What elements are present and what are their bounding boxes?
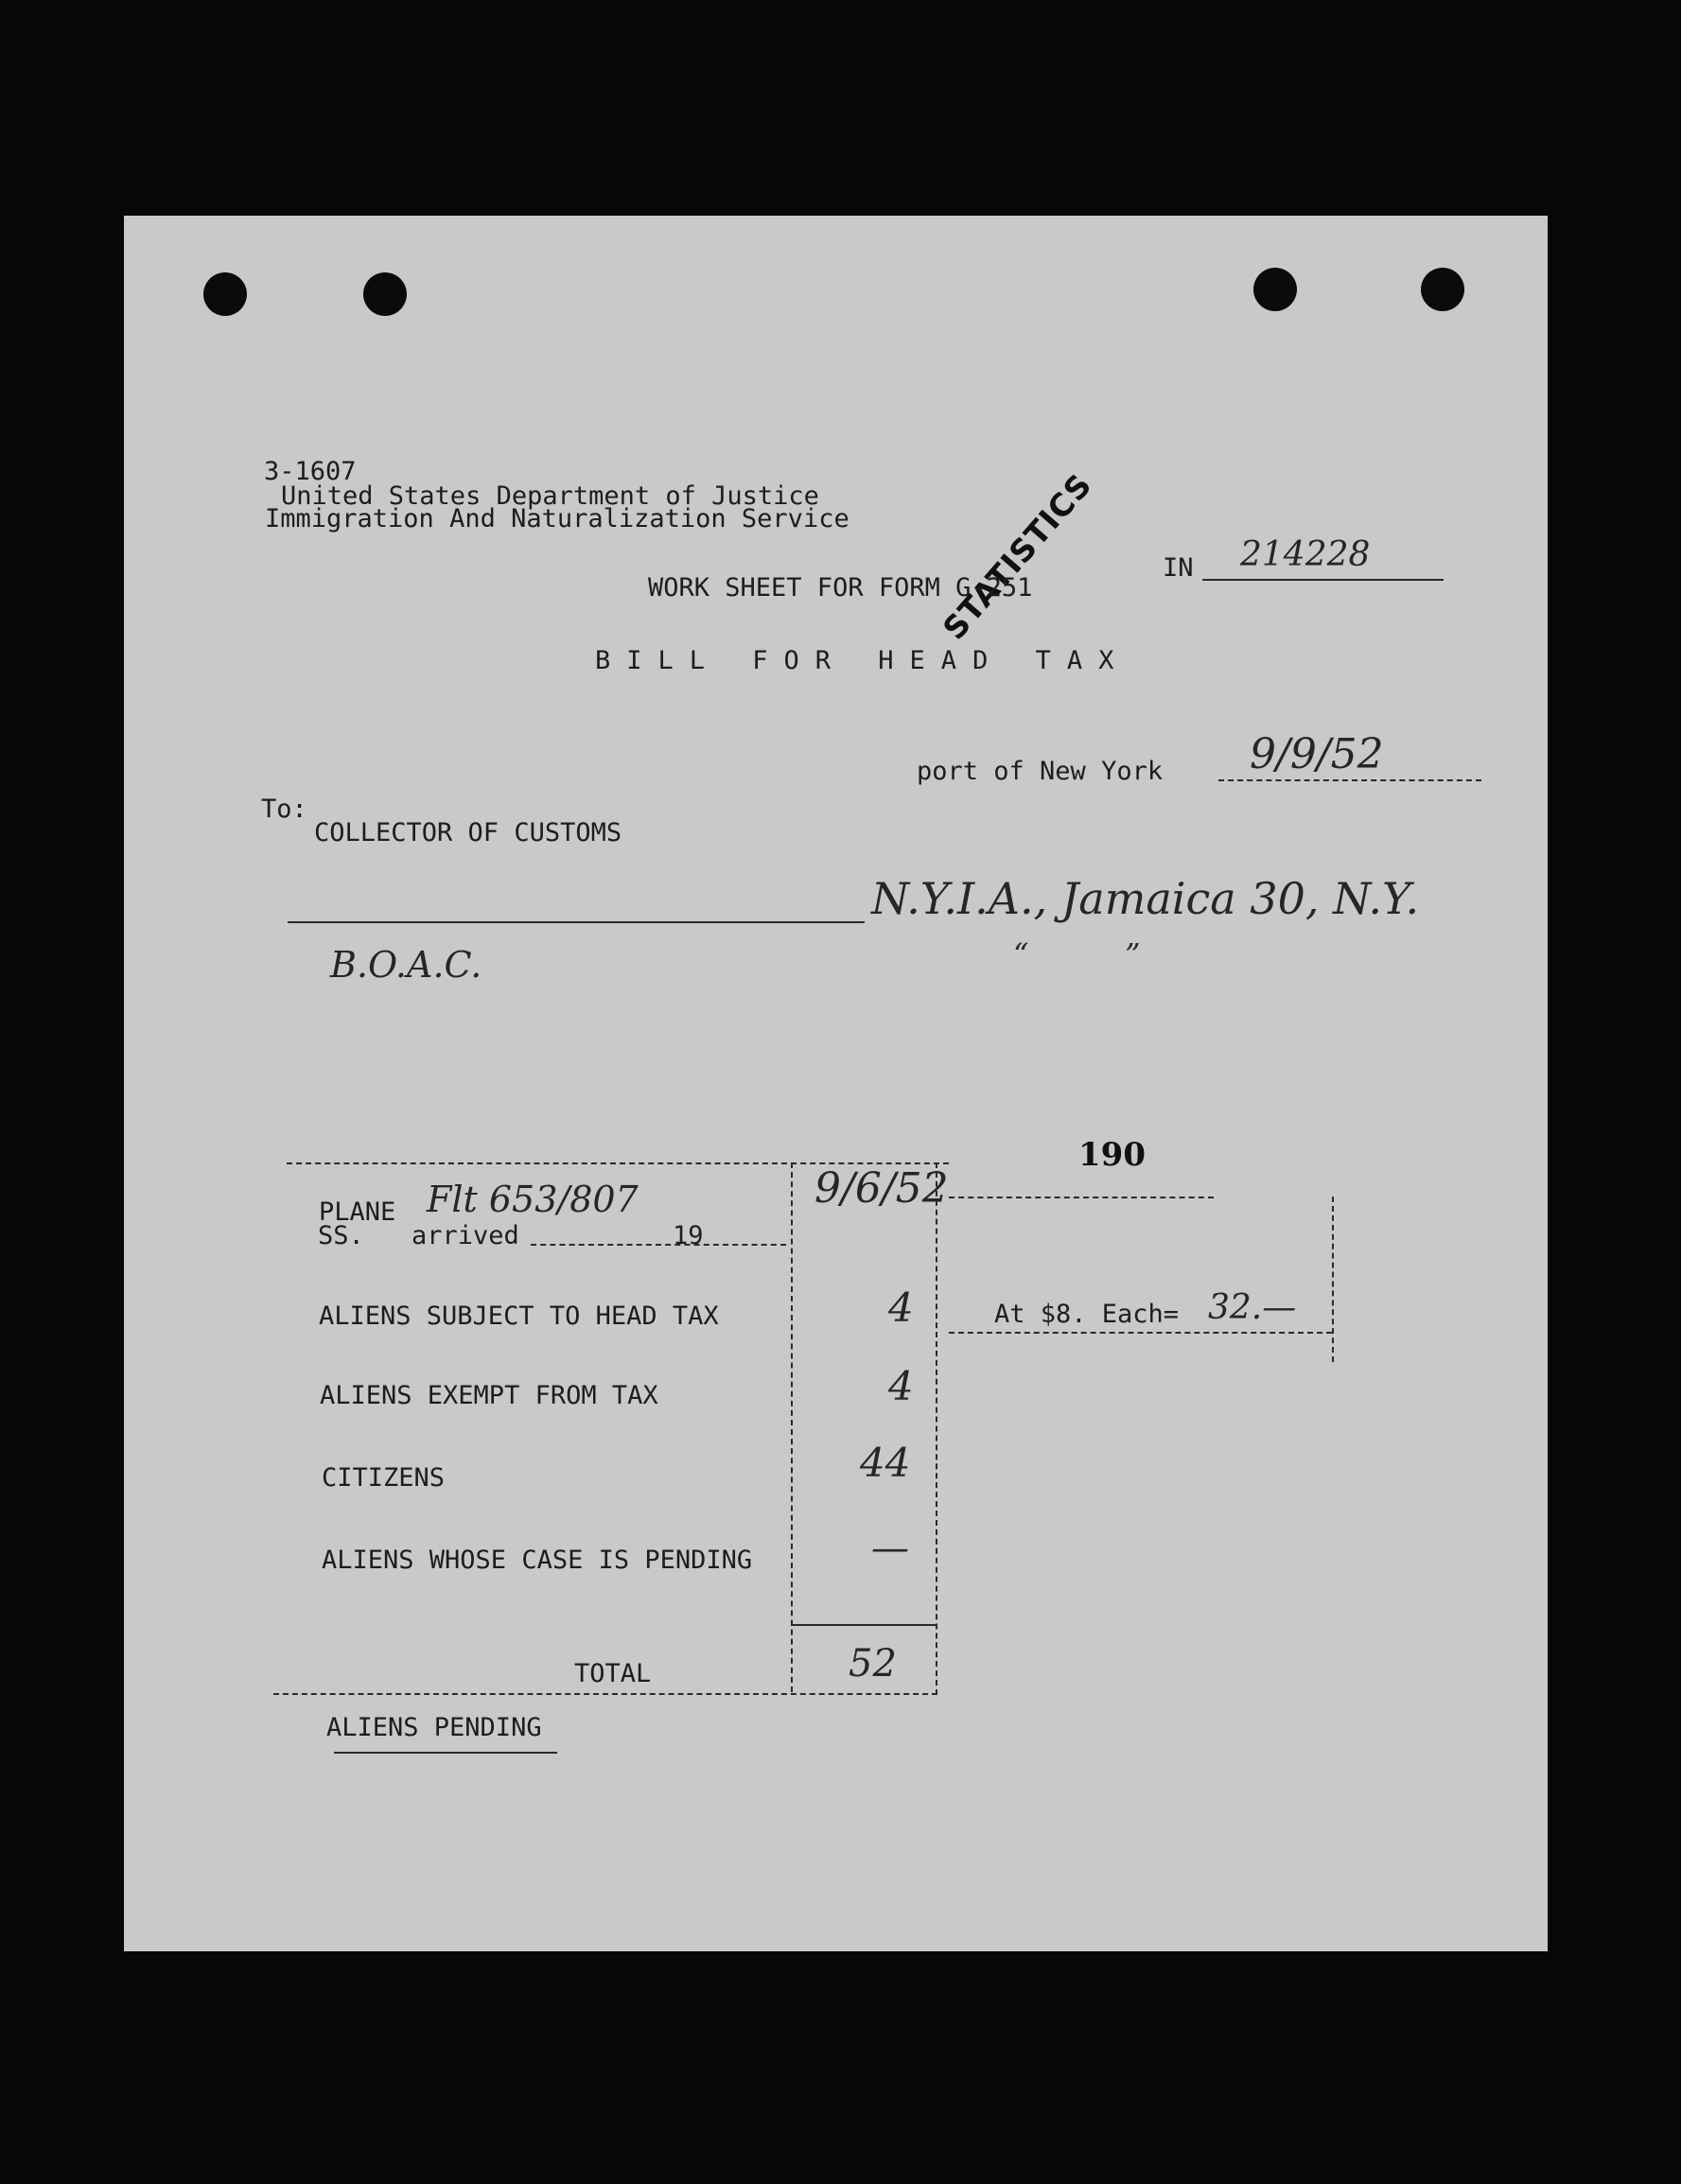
arrived-label: arrived	[411, 1221, 519, 1250]
ss-label: SS.	[318, 1221, 364, 1250]
rate-box-right	[1332, 1197, 1334, 1362]
rate-text: At $8. Each=	[994, 1300, 1180, 1329]
in-label: IN	[1163, 553, 1194, 583]
row-value-subject-to-tax: 4	[888, 1284, 914, 1331]
row-label-pending: ALIENS WHOSE CASE IS PENDING	[322, 1546, 753, 1575]
to-line: COLLECTOR OF CUSTOMS	[314, 818, 622, 847]
statistics-stamp: STATISTICS	[936, 465, 1099, 647]
punch-hole	[1421, 268, 1464, 311]
row-label-subject-to-tax: ALIENS SUBJECT TO HEAD TAX	[319, 1302, 719, 1331]
punch-hole	[203, 272, 247, 316]
ditto-marks: “ ”	[1013, 936, 1141, 972]
in-number-line	[1202, 579, 1444, 581]
punch-hole	[1253, 268, 1297, 311]
agency-line-1: United States Department of Justice	[281, 481, 819, 511]
table-bottom-rule	[273, 1693, 937, 1695]
port-label: port of New York	[917, 757, 1164, 786]
port-date-line	[1218, 779, 1481, 781]
port-date: 9/9/52	[1250, 730, 1384, 778]
rate-box-top	[949, 1197, 1214, 1198]
document-page	[124, 216, 1548, 1951]
agency-line-2: Immigration And Naturalization Service	[265, 504, 849, 533]
arrival-date: 9/6/52	[814, 1164, 949, 1213]
table-right-rule	[936, 1162, 937, 1695]
row-value-exempt: 4	[888, 1363, 914, 1409]
to-label: To:	[261, 795, 307, 824]
row-label-exempt: ALIENS EXEMPT FROM TAX	[320, 1381, 658, 1410]
plane-label: PLANE	[319, 1197, 396, 1227]
row-value-citizens: 44	[860, 1440, 911, 1486]
rate-total: 32.—	[1208, 1288, 1297, 1327]
arrived-line	[531, 1244, 786, 1246]
total-label: TOTAL	[574, 1659, 652, 1688]
total-value: 52	[849, 1642, 897, 1686]
in-number: 214228	[1240, 535, 1371, 574]
year-prefix: 19	[673, 1221, 704, 1250]
aliens-pending-label: ALIENS PENDING	[326, 1713, 542, 1742]
plane-flight: Flt 653/807	[427, 1179, 639, 1220]
address-line	[288, 921, 865, 923]
total-separator	[791, 1624, 936, 1626]
batch-number: 190	[1078, 1136, 1146, 1174]
punch-hole	[363, 272, 407, 316]
bill-title: BILL FOR HEAD TAX	[595, 646, 1130, 675]
form-number: 3-1607	[264, 457, 357, 486]
carrier-handwritten: B.O.A.C.	[330, 944, 482, 986]
address-handwritten: N.Y.I.A., Jamaica 30, N.Y.	[871, 873, 1420, 924]
rate-box-bottom	[949, 1332, 1332, 1334]
worksheet-title: WORK SHEET FOR FORM G-251	[648, 573, 1033, 603]
row-label-citizens: CITIZENS	[322, 1463, 446, 1493]
aliens-pending-underline	[334, 1752, 557, 1754]
table-divider	[791, 1162, 793, 1692]
row-value-pending: —	[871, 1527, 909, 1570]
